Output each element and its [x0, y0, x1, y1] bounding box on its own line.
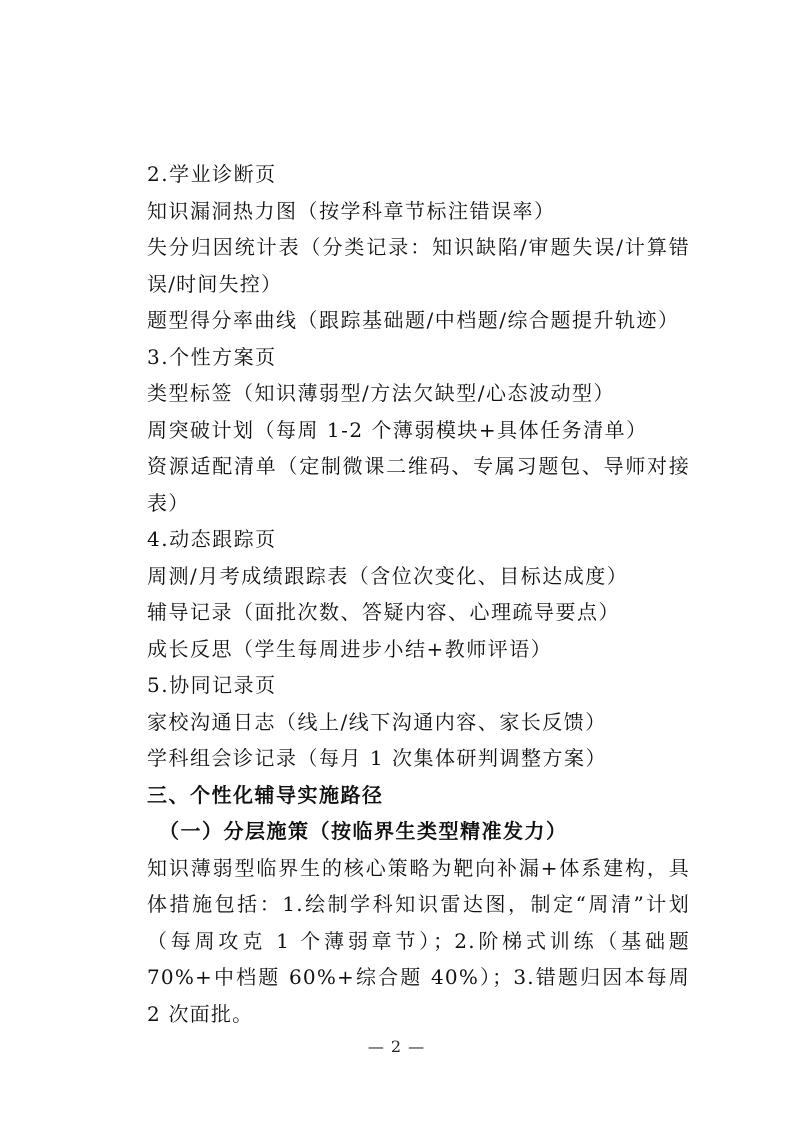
list-item: 题型得分率曲线（跟踪基础题/中档题/综合题提升轨迹） [147, 308, 680, 332]
list-item: 周突破计划（每周 1-2 个薄弱模块+具体任务清单） [147, 417, 648, 442]
list-item: 周测/月考成绩跟踪表（含位次变化、目标达成度） [147, 563, 629, 588]
item-heading-personal-plan: 3.个性方案页 [147, 344, 277, 369]
list-item: 类型标签（知识薄弱型/方法欠缺型/心态波动型） [147, 381, 615, 405]
list-item: 知识漏洞热力图（按学科章节标注错误率） [147, 198, 556, 223]
item-heading-dynamic-tracking: 4.动态跟踪页 [147, 527, 277, 551]
item-heading-collaboration-record: 5.协同记录页 [147, 673, 277, 697]
list-item: 学科组会诊记录（每月 1 次集体研判调整方案） [147, 746, 607, 770]
list-item: 家校沟通日志（线上/线下沟通内容、家长反馈） [147, 709, 607, 734]
sub-heading: （一）分层施策（按临界生类型精准发力） [159, 819, 568, 843]
list-item: 辅导记录（面批次数、答疑内容、心理疏导要点） [147, 600, 620, 624]
list-item: 成长反思（学生每周进步小结+教师评语） [147, 636, 553, 661]
list-item: 失分归因统计表（分类记录：知识缺陷/审题失误/计算错误/时间失控） [147, 235, 690, 296]
page-number: — 2 — [367, 1037, 426, 1056]
document-body [107, 156, 690, 1032]
item-heading-academic-diagnosis: 2.学业诊断页 [147, 162, 277, 186]
body-paragraph: 知识薄弱型临界生的核心策略为靶向补漏+体系建构，具体措施包括：1.绘制学科知识雷达图，制定“周清”计划（每周攻克 1 个薄弱章节）；2.阶梯式训练（基础题 70%+中档题 60%+综合题 40%）；3.错题归因本每周 2 次面批。 [147, 855, 690, 1026]
section-heading: 三、个性化辅导实施路径 [147, 782, 384, 807]
list-item: 资源适配清单（定制微课二维码、专属习题包、导师对接表） [147, 454, 690, 515]
